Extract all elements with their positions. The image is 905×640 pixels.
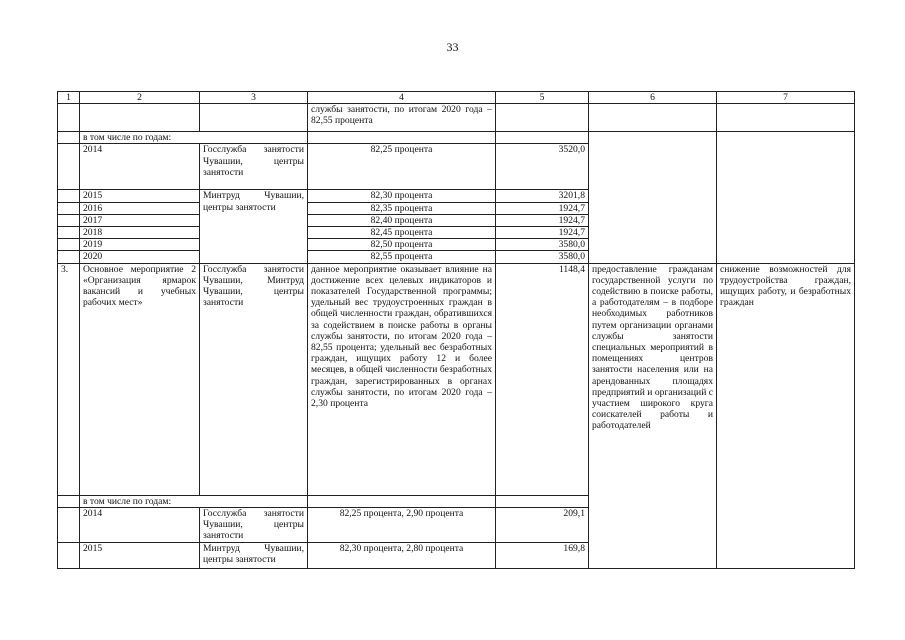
page-number: 33 <box>446 40 459 54</box>
result-cell: предоставление гражданам государственной услуги по содействию в поиске работы, а работодателям – в подборе необходимых работников путем организации органами службы занятости специальных мероприятий в помещениях центров занятости населения или на арендованных площадях предприятий и организаций с участием широкого круга соискателей работы и работодателей <box>589 263 717 568</box>
indicator-cell: 82,55 процента <box>308 251 496 263</box>
column-number-row <box>58 92 855 104</box>
column-number: 4 <box>308 92 496 104</box>
year-cell: 2016 <box>80 202 200 214</box>
amount-cell: 1148,4 <box>496 263 589 495</box>
row-number: 3. <box>58 263 80 495</box>
measure-name: Основное мероприятие 2 «Организация ярмарок вакансий и учебных рабочих мест» <box>80 263 200 495</box>
by-years-label: в том числе по годам: <box>80 495 308 507</box>
measures-table <box>57 91 855 569</box>
table-row <box>58 263 855 495</box>
effect-cell <box>717 132 855 263</box>
indicator-cell: 82,50 процента <box>308 239 496 251</box>
amount-cell: 3520,0 <box>496 144 589 190</box>
year-cell: 2017 <box>80 214 200 226</box>
amount-cell: 1924,7 <box>496 214 589 226</box>
year-cell: 2015 <box>80 190 200 202</box>
table-row <box>58 104 855 132</box>
amount-cell: 1924,7 <box>496 227 589 239</box>
year-cell: 2018 <box>80 227 200 239</box>
amount-cell: 1924,7 <box>496 202 589 214</box>
column-number: 3 <box>200 92 308 104</box>
amount-cell: 3580,0 <box>496 239 589 251</box>
year-cell: 2015 <box>80 542 200 568</box>
column-number: 1 <box>58 92 80 104</box>
executor-cell: Минтруд Чувашии, центры занятости <box>200 542 308 568</box>
column-number: 7 <box>717 92 855 104</box>
year-cell: 2014 <box>80 507 200 542</box>
year-cell: 2014 <box>80 144 200 190</box>
indicator-cell: 82,30 процента, 2,80 процента <box>308 542 496 568</box>
column-number: 6 <box>589 92 717 104</box>
indicator-cell: 82,25 процента, 2,90 процента <box>308 507 496 542</box>
indicator-cell: 82,25 процента <box>308 144 496 190</box>
effect-cell: снижение возможностей для трудоустройства граждан, ищущих работу, и безработных граждан <box>717 263 855 568</box>
indicator-cell: данное мероприятие оказывает влияние на достижение всех целевых индикаторов и показателей Государственной программы; удельный вес трудоустроенных граждан в общей численности граждан, обратившихся за содействием в поиске работы в органы службы занятости, по итогам 2020 года – 82,55 процента; удельный вес безработных граждан, ищущих работу 12 и более месяцев, в общей численности безработных граждан, зарегистрированных в органах службы занятости, по итогам 2020 года – 2,30 процента <box>308 263 496 495</box>
executor-cell: Госслужба занятости Чувашии, центры занятости <box>200 144 308 190</box>
indicator-cell: 82,40 процента <box>308 214 496 226</box>
year-cell: 2020 <box>80 251 200 263</box>
executor-cell: Госслужба занятости Чувашии, Минтруд Чувашии, центры занятости <box>200 263 308 495</box>
column-number: 2 <box>80 92 200 104</box>
result-cell <box>589 132 717 263</box>
amount-cell: 169,8 <box>496 542 589 568</box>
amount-cell: 3580,0 <box>496 251 589 263</box>
executor-cell: Госслужба занятости Чувашии, центры занятости <box>200 507 308 542</box>
executor-cell: Минтруд Чувашии, центры занятости <box>200 190 308 263</box>
indicator-cell: службы занятости, по итогам 2020 года – 82,55 процента <box>308 104 496 132</box>
indicator-cell: 82,35 процента <box>308 202 496 214</box>
indicator-cell: 82,45 процента <box>308 227 496 239</box>
by-years-label: в том числе по годам: <box>80 132 308 144</box>
amount-cell: 209,1 <box>496 507 589 542</box>
year-cell: 2019 <box>80 239 200 251</box>
column-number: 5 <box>496 92 589 104</box>
indicator-cell: 82,30 процента <box>308 190 496 202</box>
table-row <box>58 132 855 144</box>
amount-cell: 3201,8 <box>496 190 589 202</box>
